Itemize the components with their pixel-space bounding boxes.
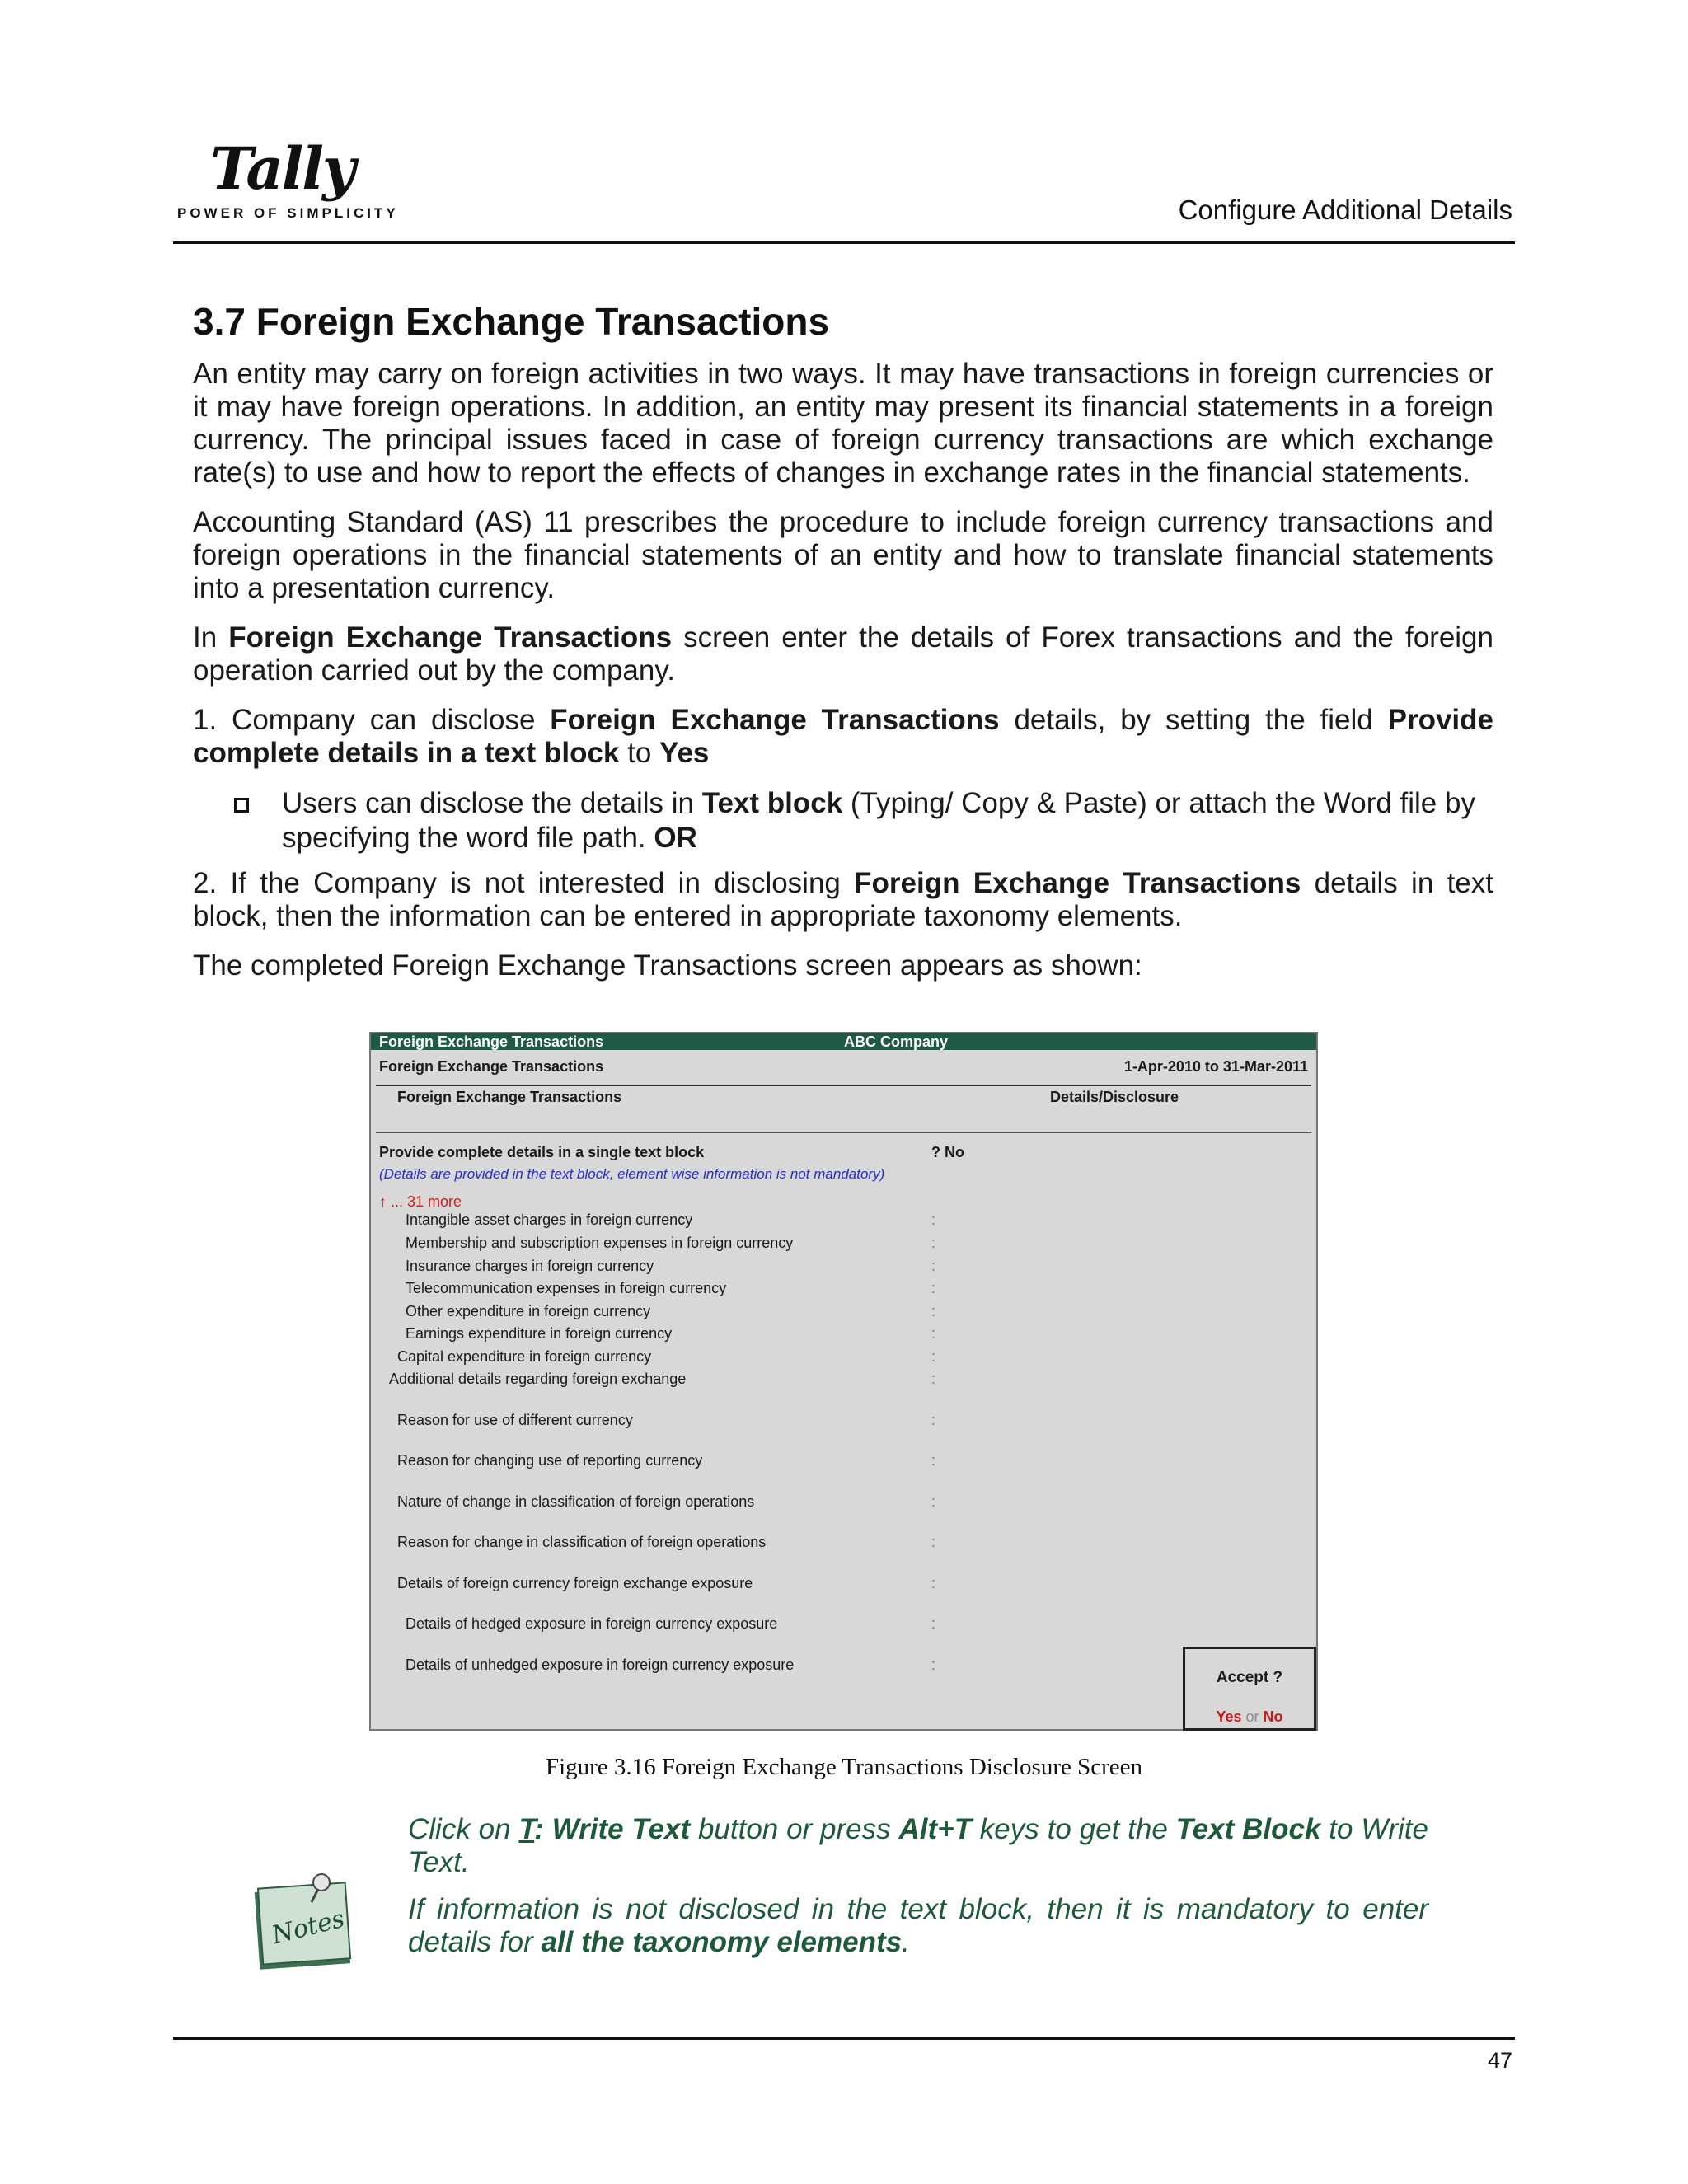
company-name: ABC Company xyxy=(844,1033,949,1050)
section-heading: 3.7 Foreign Exchange Transactions xyxy=(193,300,830,343)
forex-screen-figure: Foreign Exchange Transactions ABC Company Foreign Exchange Transactions 1-Apr-2010 to 31-Mar-2011 Foreign Exchange Transactions Details/Disclosure Provide complete details in a single text block ? No (Details are provided in the text block, element wise information is not mandatory) ↑ ... 31 more Intangible asset charges in foreign currency : Membership and subscription expenses in foreign currency : Insurance charges in foreign currency : Telecommunication expenses in foreign currency : Other expenditure in foreign currency : Earnings expenditure in foreign currency : Capital expenditure in foreign currency : Additional details regarding foreign exchange : Reason for use of different currency : Reason for changing use of reporting currency : Nature of change in classification of foreign operations : Reason for change in classification of foreign operations : Details of foreign currency foreign exchange exposure : Details of hedged exposure in foreign currency exposure : Details of unhedged exposure in foreign currency exposure : Accept ? Yes or No xyxy=(369,1032,1318,1731)
paragraph-figure-intro: The completed Foreign Exchange Transactions screen appears as shown: xyxy=(193,949,1142,982)
note-write-text: Click on T: Write Text button or press Alt+T keys to get the Text Block to Write Text. xyxy=(408,1813,1428,1878)
paragraph-as11: Accounting Standard (AS) 11 prescribes the procedure to include foreign currency transactions and foreign operations in the financial statements of an entity and how to translate financial statements into a presentation currency. xyxy=(193,506,1493,604)
tally-logo xyxy=(177,134,399,227)
text-block-field-value[interactable]: ? No xyxy=(931,1144,964,1160)
running-header: Configure Additional Details xyxy=(1178,194,1512,225)
figure-caption: Figure 3.16 Foreign Exchange Transactions Disclosure Screen xyxy=(545,1754,1143,1780)
screen-title: Foreign Exchange Transactions xyxy=(379,1033,604,1050)
list-item[interactable]: Reason for change in classification of foreign operations xyxy=(397,1534,767,1550)
list-item[interactable]: Details of unhedged exposure in foreign currency exposure xyxy=(406,1657,795,1673)
list-item[interactable]: Telecommunication expenses in foreign currency xyxy=(406,1280,727,1296)
period-range: 1-Apr-2010 to 31-Mar-2011 xyxy=(1123,1058,1308,1075)
list-item[interactable]: Reason for use of different currency xyxy=(397,1412,633,1428)
column-header-left: Foreign Exchange Transactions xyxy=(397,1089,622,1105)
footer-rule xyxy=(173,2037,1515,2040)
accept-yes-button[interactable]: Yes xyxy=(1216,1708,1242,1725)
svg-text:Notes: Notes xyxy=(269,1904,348,1951)
page-number: 47 xyxy=(1487,2048,1512,2073)
logo-wordmark: Tally xyxy=(210,134,354,203)
logo-tagline: POWER OF SIMPLICITY xyxy=(177,205,399,221)
list-item[interactable]: Insurance charges in foreign currency xyxy=(406,1258,654,1274)
list-item[interactable]: Other expenditure in foreign currency xyxy=(406,1303,651,1319)
list-item[interactable]: Intangible asset charges in foreign currency xyxy=(406,1212,693,1228)
column-header-right: Details/Disclosure xyxy=(1050,1089,1179,1105)
paragraph-step-1: 1. Company can disclose Foreign Exchange Transactions details, by setting the field Provide complete details in a text block to Yes xyxy=(193,704,1493,769)
accept-no-button[interactable]: No xyxy=(1263,1708,1283,1725)
bullet-text-block: Users can disclose the details in Text block (Typing/ Copy & Paste) or attach the Word file by specifying the word file path. OR xyxy=(193,786,1493,855)
subheader-divider xyxy=(376,1085,1311,1086)
header-rule xyxy=(173,241,1515,244)
column-header-divider xyxy=(376,1132,1311,1133)
screen-title-bar xyxy=(371,1033,1316,1050)
list-item[interactable]: Reason for changing use of reporting currency xyxy=(397,1452,703,1469)
accept-prompt: Accept ? xyxy=(1216,1669,1283,1686)
screen-subheader: Foreign Exchange Transactions xyxy=(379,1058,604,1075)
square-bullet-icon xyxy=(234,798,249,813)
list-item[interactable]: Membership and subscription expenses in foreign currency xyxy=(406,1235,794,1251)
notes-icon xyxy=(254,1864,353,1970)
accept-options: Yes or No xyxy=(1216,1708,1283,1725)
text-block-field-label: Provide complete details in a single text block xyxy=(379,1144,705,1160)
note-mandatory: If information is not disclosed in the text block, then it is mandatory to enter details for all the taxonomy elements. xyxy=(408,1893,1428,1958)
more-items-link[interactable]: ↑ ... 31 more xyxy=(379,1193,462,1210)
notes-block xyxy=(408,1813,1428,1973)
list-item[interactable]: Earnings expenditure in foreign currency xyxy=(406,1325,673,1342)
list-item[interactable]: Capital expenditure in foreign currency xyxy=(397,1348,652,1365)
paragraph-screen-intro: In Foreign Exchange Transactions screen enter the details of Forex transactions and the foreign operation carried out by the company. xyxy=(193,621,1493,687)
list-item[interactable]: Details of hedged exposure in foreign currency exposure xyxy=(406,1615,778,1632)
list-item[interactable]: Nature of change in classification of foreign operations xyxy=(397,1493,755,1510)
list-item[interactable]: Details of foreign currency foreign exchange exposure xyxy=(397,1575,753,1591)
list-item[interactable]: Additional details regarding foreign exchange xyxy=(389,1371,687,1387)
accept-dialog xyxy=(1183,1647,1316,1731)
text-block-hint: (Details are provided in the text block, element wise information is not mandatory) xyxy=(379,1166,885,1182)
paragraph-step-2: 2. If the Company is not interested in disclosing Foreign Exchange Transactions details in text block, then the information can be entered in appropriate taxonomy elements. xyxy=(193,867,1493,932)
main-content xyxy=(193,298,1493,999)
paragraph-intro: An entity may carry on foreign activities in two ways. It may have transactions in foreign currencies or it may have foreign operations. In addition, an entity may present its financial statements in a foreign currency. The principal issues faced in case of foreign currency transactions are which exchange rate(s) to use and how to report the effects of changes in exchange rates in the financial statements. xyxy=(193,358,1493,489)
